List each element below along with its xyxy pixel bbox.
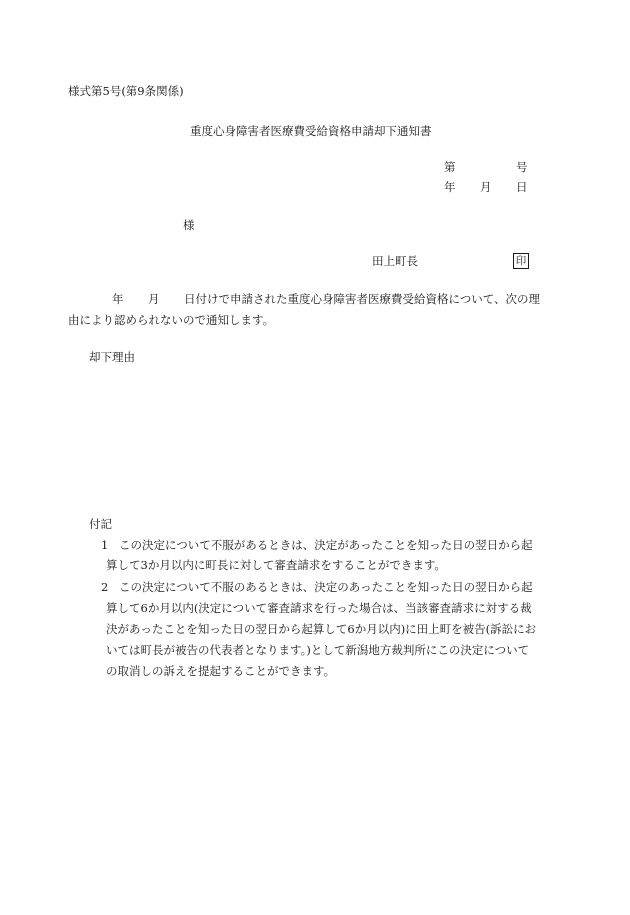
issue-date-year: 年	[444, 180, 456, 194]
note-line: この決定について不服があるときは、決定があったことを知った日の翌日から起	[119, 538, 533, 552]
form-number-label: 様式第5号(第9条関係)	[68, 84, 184, 98]
notes-heading: 付記	[89, 517, 112, 531]
document-number-suffix: 号	[516, 160, 528, 174]
body-text-rest: 日付けで申請された重度心身障害者医療費受給資格について、次の理	[184, 292, 541, 306]
note-line: 算して6か月以内(決定について審査請求を行った場合は、当該審査請求に対する裁	[106, 601, 532, 615]
note-number: 1	[101, 538, 109, 552]
note-line: いては町長が被告の代表者となります。)として新潟地方裁判所にこの決定について	[106, 643, 530, 657]
issue-date-day: 日	[516, 180, 528, 194]
seal-mark: 印	[513, 253, 529, 269]
document-number-prefix: 第	[444, 160, 456, 174]
addressee-honorific: 様	[183, 218, 195, 232]
issue-date-month: 月	[480, 180, 492, 194]
rejection-reason-heading: 却下理由	[89, 350, 135, 364]
body-year: 年	[112, 292, 124, 306]
document-title: 重度心身障害者医療費受給資格申請却下通知書	[190, 124, 432, 138]
body-text-line-2: 由により認められないので通知します。	[68, 313, 275, 327]
note-line: 算して3か月以内に町長に対して審査請求をすることができます。	[106, 558, 446, 572]
note-line: 決があったことを知った日の翌日から起算して6か月以内)に田上町を被告(訴訟にお	[106, 622, 537, 636]
body-month: 月	[148, 292, 160, 306]
issuer-name: 田上町長	[372, 254, 418, 268]
note-line: この決定について不服のあるときは、決定のあったことを知った日の翌日から起	[119, 580, 533, 594]
note-line: の取消しの訴えを提起することができます。	[106, 664, 336, 678]
note-number: 2	[101, 580, 109, 594]
